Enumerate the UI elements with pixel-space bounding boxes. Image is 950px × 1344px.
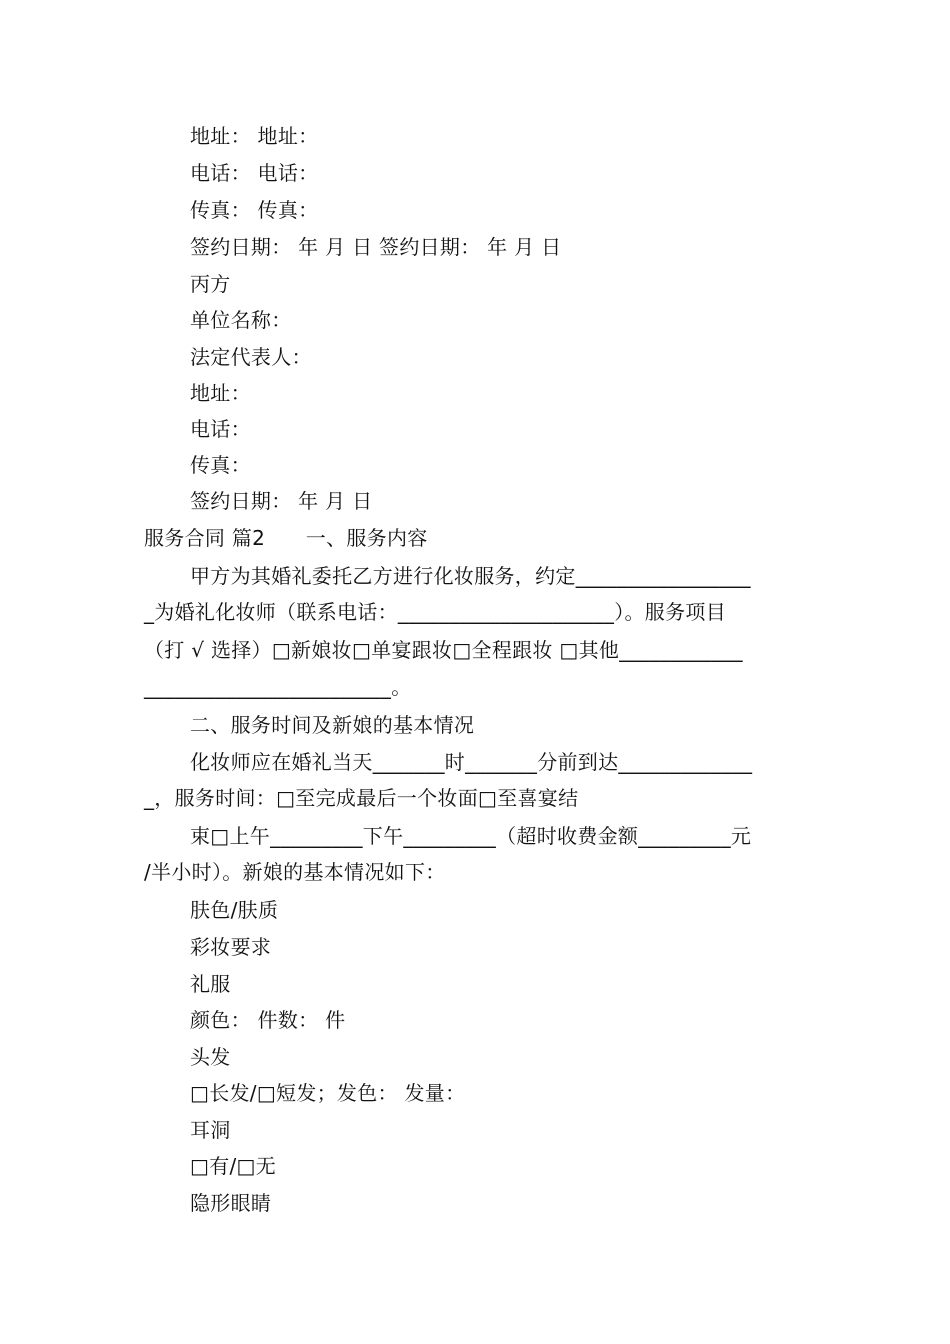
makeup-req-label: 彩妆要求 — [190, 935, 272, 959]
hair-label: 头发 — [190, 1045, 231, 1069]
party-b-address-line: 地址： 地址： — [190, 124, 319, 148]
dress-color-count: 颜色： 件数： 件 — [190, 1008, 346, 1032]
service-content-para-2: _为婚礼化妆师（联系电话：_____________________）。服务项目 — [144, 600, 726, 624]
contract-2-title: 服务合同 篇2 一、服务内容 — [144, 526, 428, 550]
contact-lens-label: 隐形眼睛 — [190, 1191, 272, 1215]
party-b-fax-line: 传真： 传真： — [190, 198, 319, 222]
party-b-phone-line: 电话： 电话： — [190, 161, 319, 185]
party-c-heading: 丙方 — [190, 272, 231, 296]
dress-label: 礼服 — [190, 972, 231, 996]
party-c-sign-date: 签约日期： 年 月 日 — [190, 489, 373, 513]
service-items-cont: ________________________。 — [144, 675, 412, 699]
party-c-unit-name: 单位名称： — [190, 308, 292, 332]
arrival-time-line: 化妆师应在婚礼当天_______时_______分前到达_____________ — [190, 750, 753, 774]
skin-label: 肤色/肤质 — [190, 898, 279, 922]
party-c-address: 地址： — [190, 381, 251, 405]
party-b-sign-date-line: 签约日期： 年 月 日 签约日期： 年 月 日 — [190, 235, 562, 259]
overtime-line: 束□上午_________下午_________（超时收费金额_________元 — [190, 824, 752, 848]
party-c-legal-rep: 法定代表人： — [190, 345, 312, 369]
section-2-heading: 二、服务时间及新娘的基本情况 — [190, 713, 475, 737]
party-c-fax: 传真： — [190, 453, 251, 477]
bride-info-intro: /半小时）。新娘的基本情况如下： — [144, 860, 446, 884]
service-items-line: （打 √ 选择）□新娘妆□单宴跟妆□全程跟妆 □其他____________ — [144, 638, 743, 662]
service-content-para-1: 甲方为其婚礼委托乙方进行化妆服务，约定_________________ — [190, 564, 751, 588]
ear-piercing-label: 耳洞 — [190, 1118, 231, 1142]
hair-options: □长发/□短发；发色： 发量： — [190, 1081, 466, 1105]
service-time-line: _，服务时间：□至完成最后一个妆面□至喜宴结 — [144, 786, 579, 810]
ear-piercing-options: □有/□无 — [190, 1154, 277, 1178]
party-c-phone: 电话： — [190, 417, 251, 441]
